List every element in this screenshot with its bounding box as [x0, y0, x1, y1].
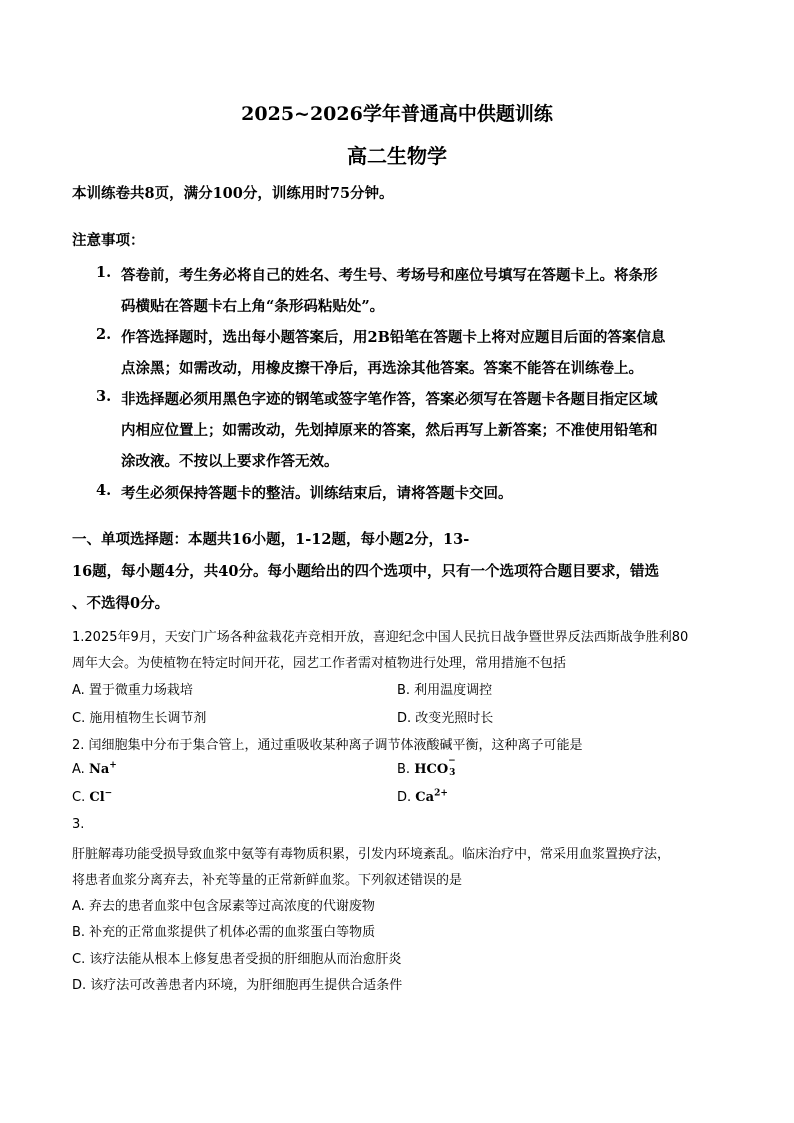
notice-item-number: 1.: [96, 264, 112, 281]
option-label: B.: [397, 762, 415, 777]
notice-item-2-line-1: 作答选择题时，选出每小题答案后，用2B铅笔在答题卡上将对应题目后面的答案信息: [121, 329, 666, 346]
question-3-option-a: A. 弃去的患者血浆中包含尿素等过高浓度的代谢废物: [72, 899, 375, 914]
notice-item-4: [96, 482, 111, 499]
section-heading-line-2: 16题，每小题4分，共40分。每小题给出的四个选项中，只有一个选项符合题目要求，错选: [72, 563, 659, 580]
question-1-stem-line-1: 1.2025年9月，天安门广场各种盆栽花卉竞相开放，喜迎纪念中国人民抗日战争暨世界反法西斯战争胜利80: [72, 630, 689, 645]
ion-charge: −: [448, 756, 456, 766]
question-2-option-b: [397, 756, 456, 778]
notice-item-3-line-2: 内相应位置上；如需改动，先划掉原来的答案，然后再写上新答案；不准使用铅笔和: [121, 422, 658, 439]
notice-item-1: [96, 264, 111, 281]
section-heading-line-1: 一、单项选择题：本题共16小题，1-12题，每小题2分，13-: [72, 531, 470, 548]
ion-formula: Cl: [89, 790, 105, 805]
ion-charge: 2+: [434, 788, 448, 799]
notice-item-3: [96, 388, 111, 405]
question-1-stem-line-2: 周年大会。为使植物在特定时间开花，园艺工作者需对植物进行处理，常用措施不包括: [72, 656, 567, 671]
notice-item-2-line-2: 点涂黑；如需改动，用橡皮擦干净后，再选涂其他答案。答案不能答在训练卷上。: [121, 360, 643, 377]
ion-subscript: 3: [449, 768, 456, 778]
notice-item-3-line-3: 涂改液。不按以上要求作答无效。: [121, 453, 339, 470]
question-1-option-c: C. 施用植物生长调节剂: [72, 711, 207, 726]
ion-formula: HCO: [414, 762, 449, 777]
question-3-option-d: D. 该疗法可改善患者内环境，为肝细胞再生提供合适条件: [72, 978, 403, 993]
exam-title: 2025~2026学年普通高中供题训练: [241, 103, 553, 125]
question-2-stem: 2. 闰细胞集中分布于集合管上，通过重吸收某种离子调节体液酸碱平衡，这种离子可能是: [72, 738, 583, 753]
notice-item-1-line-1: 答卷前，考生务必将自己的姓名、考生号、考场号和座位号填写在答题卡上。将条形: [121, 267, 658, 284]
ion-formula: Ca: [415, 790, 435, 805]
notice-item-number: 4.: [96, 482, 112, 499]
question-1-option-a: A. 置于微重力场栽培: [72, 683, 193, 698]
notice-heading: 注意事项：: [72, 232, 145, 249]
question-2-option-c: [72, 790, 112, 805]
notice-item-4-line-1: 考生必须保持答题卡的整洁。训练结束后，请将答题卡交回。: [121, 485, 513, 502]
notice-item-2: [96, 326, 111, 343]
question-1-option-b: B. 利用温度调控: [397, 683, 493, 698]
question-3-stem-line-1: 肝脏解毒功能受损导致血浆中氨等有毒物质积累，引发内环境紊乱。临床治疗中，常采用血浆置换疗法，: [72, 847, 671, 862]
notice-item-number: 3.: [96, 388, 112, 405]
option-label: A.: [72, 762, 89, 777]
notice-item-number: 2.: [96, 326, 112, 343]
ion-charge: +: [109, 760, 117, 771]
question-3-number: 3.: [72, 817, 85, 832]
question-1-option-d: D. 改变光照时长: [397, 711, 494, 726]
question-3-stem-line-2: 将患者血浆分离弃去，补充等量的正常新鲜血浆。下列叙述错误的是: [72, 873, 463, 888]
question-3-option-c: C. 该疗法能从根本上修复患者受损的肝细胞从而治愈肝炎: [72, 952, 402, 967]
exam-intro: 本训练卷共8页，满分100分，训练用时75分钟。: [72, 185, 394, 202]
question-2-option-a: [72, 762, 117, 777]
option-label: D.: [397, 790, 416, 805]
subject-title: 高二生物学: [347, 144, 447, 168]
ion-charge: −: [104, 788, 113, 799]
section-heading-line-3: 、不选得0分。: [72, 595, 170, 612]
ion-sub-sup: [448, 756, 456, 778]
question-3-option-b: B. 补充的正常血浆提供了机体必需的血浆蛋白等物质: [72, 925, 376, 940]
notice-item-3-line-1: 非选择题必须用黑色字迹的钢笔或签字笔作答，答案必须写在答题卡各题目指定区域: [121, 391, 658, 408]
ion-formula: Na: [88, 762, 110, 777]
option-label: C.: [72, 790, 90, 805]
question-2-option-d: [397, 790, 448, 805]
notice-item-1-line-2: 码横贴在答题卡右上角“条形码粘贴处”。: [121, 298, 385, 315]
